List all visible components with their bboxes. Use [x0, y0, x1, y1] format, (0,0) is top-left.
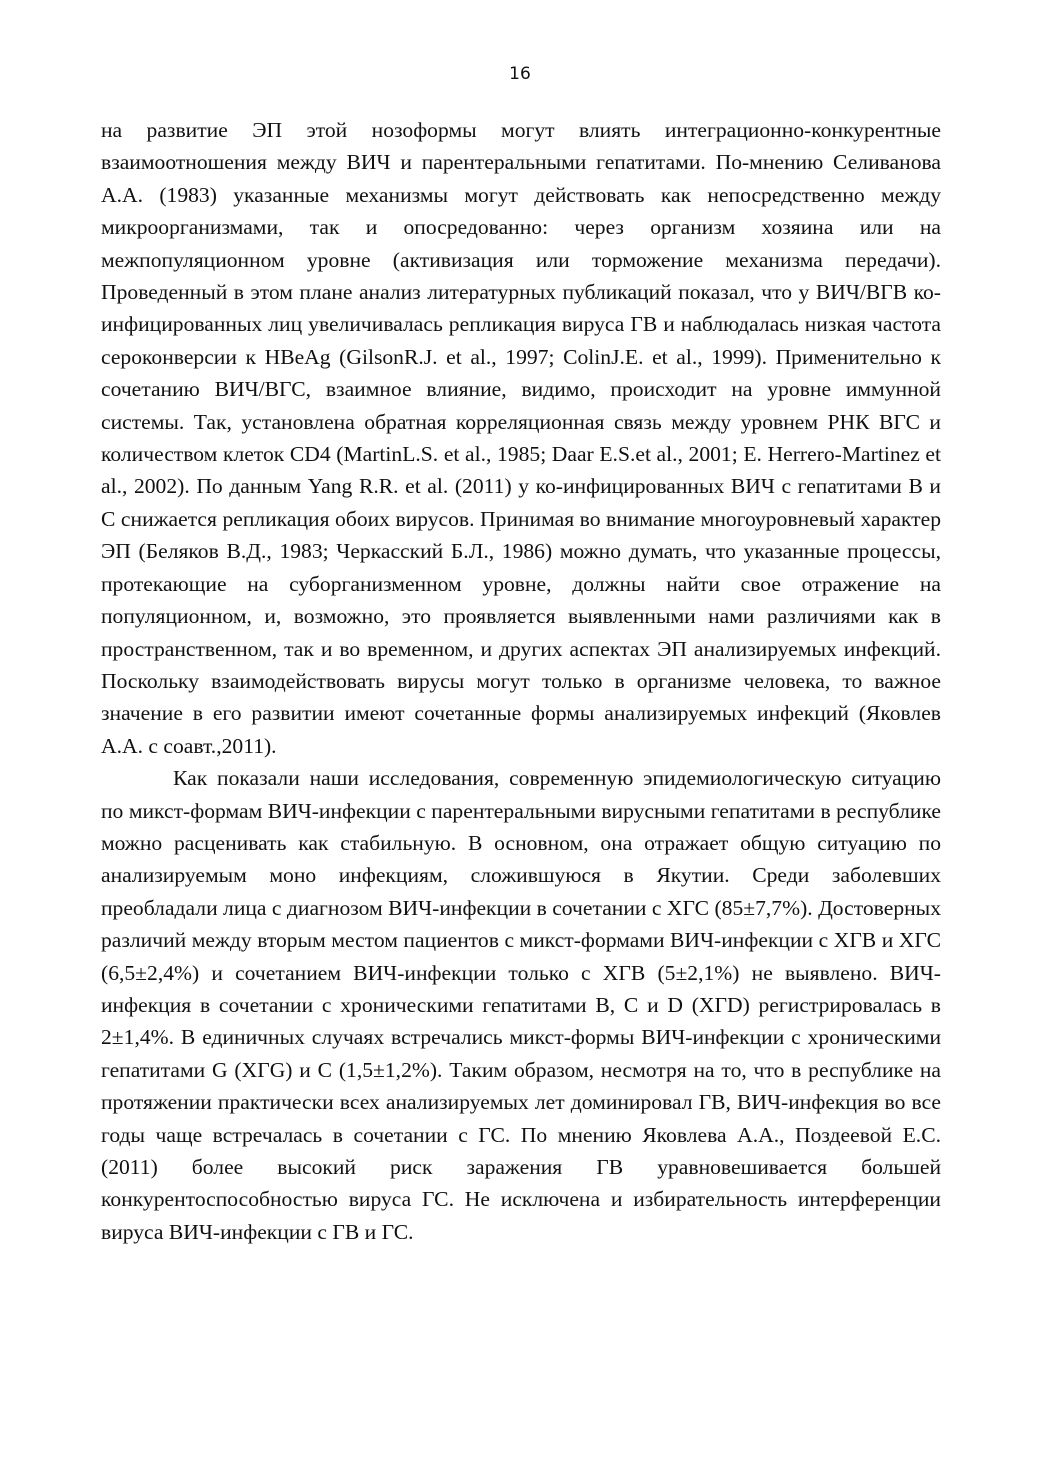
paragraph-1: на развитие ЭП этой нозоформы могут влиять интеграционно-конкурентные взаимоотношения между ВИЧ и парентеральными гепатитами. По-мнению Селиванова А.А. (1983) указанные механизмы могут действовать как непосредственно между микроорганизмами, так и опосредованно: через организм хозяина или на межпопуляционном уровне (активизация или торможение механизма передачи). Проведенный в этом плане анализ литературных публикаций показал, что у ВИЧ/ВГВ ко-инфицированных лиц увеличивалась репликация вируса ГВ и наблюдалась низкая частота сероконверсии к HBeAg (GilsonR.J. et al., 1997; ColinJ.E. et al., 1999). Применительно к сочетанию ВИЧ/ВГС, взаимное влияние, видимо, происходит на уровне иммунной системы. Так, установлена обратная корреляционная связь между уровнем РНК ВГС и количеством клеток CD4 (MartinL.S. et al., 1985; Daar E.S.et al., 2001; E. Herrero-Martinez et al., 2002). По данным Yang R.R. et al. (2011) у ко-инфицированных ВИЧ с гепатитами В и С снижается репликация обоих вирусов. Принимая во внимание многоуровневый характер ЭП (Беляков В.Д., 1983; Черкасский Б.Л., 1986) можно думать, что указанные процессы, протекающие на суборганизменном уровне, должны найти свое отражение на популяционном, и, возможно, это проявляется выявленными нами различиями как в пространственном, так и во временном, и других аспектах ЭП анализируемых инфекций. Поскольку взаимодействовать вирусы могут только в организме человека, то важное значение в его развитии имеют сочетанные формы анализируемых инфекций (Яковлев А.А. с соавт.,2011). [101, 118, 941, 758]
paragraph-2: Как показали наши исследования, современную эпидемиологическую ситуацию по микст-формам ВИЧ-инфекции с парентеральными вирусными гепатитами в республике можно расценивать как стабильную. В основном, она отражает общую ситуацию по анализируемым моно инфекциям, сложившуюся в Якутии. Среди заболевших преобладали лица с диагнозом ВИЧ-инфекции в сочетании с ХГС (85±7,7%). Достоверных различий между вторым местом пациентов с микст-формами ВИЧ-инфекции с ХГВ и ХГС (6,5±2,4%) и сочетанием ВИЧ-инфекции только с ХГВ (5±2,1%) не выявлено. ВИЧ-инфекция в сочетании с хроническими гепатитами В, С и D (ХГD) регистрировалась в 2±1,4%. В единичных случаях встречались микст-формы ВИЧ-инфекции с хроническими гепатитами G (ХГG) и С (1,5±1,2%). Таким образом, несмотря на то, что в республике на протяжении практически всех анализируемых лет доминировал ГВ, ВИЧ-инфекция во все годы чаще встречалась в сочетании с ГС. По мнению Яковлева А.А., Поздеевой Е.С. (2011) более высокий риск заражения ГВ уравновешивается большей конкурентоспособностью вируса ГС. Не исключена и избирательность интерференции вируса ВИЧ-инфекции с ГВ и ГС. [101, 766, 941, 1244]
page-number: 16 [509, 64, 531, 84]
body-text [101, 114, 941, 1248]
